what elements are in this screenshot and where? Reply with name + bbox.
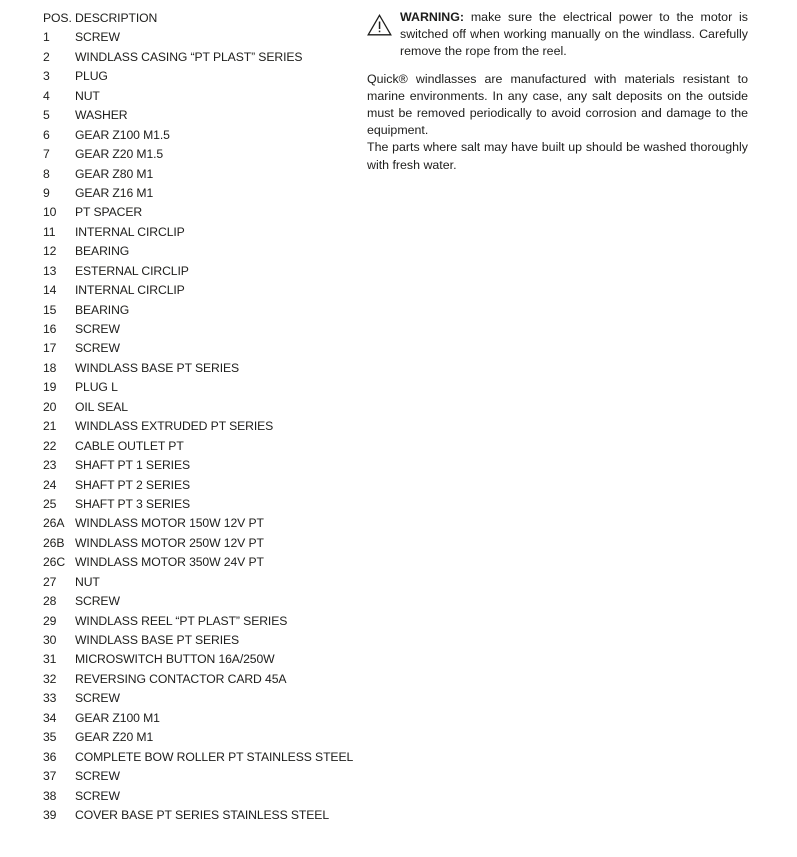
part-description: BEARING: [75, 302, 130, 317]
part-position: 26B: [43, 535, 65, 550]
part-position: 23: [43, 458, 57, 473]
part-description: WINDLASS MOTOR 350W 24V PT: [75, 555, 264, 570]
maintenance-paragraph-2: The parts where salt may have built up should be washed thoroughly with fresh water.: [367, 140, 748, 172]
table-row: [43, 631, 343, 650]
table-row: [43, 670, 343, 689]
warning-triangle-icon: [367, 14, 392, 36]
part-position: 26C: [43, 555, 66, 570]
parts-list-header: [43, 9, 343, 28]
part-description: SCREW: [75, 691, 120, 706]
part-description: COVER BASE PT SERIES STAINLESS STEEL: [75, 807, 330, 822]
part-position: 35: [43, 730, 57, 745]
part-description: WINDLASS BASE PT SERIES: [75, 633, 240, 647]
part-position: 10: [43, 205, 57, 220]
table-row: [43, 650, 343, 669]
part-position: 36: [43, 749, 57, 764]
table-row: [43, 67, 343, 86]
table-row: [43, 728, 343, 747]
part-position: 7: [43, 147, 50, 162]
table-row: [43, 767, 343, 786]
part-position: 16: [43, 322, 57, 336]
part-position: 20: [43, 399, 57, 414]
part-position: 39: [43, 807, 57, 822]
part-description: WINDLASS EXTRUDED PT SERIES: [75, 419, 274, 434]
part-description: GEAR Z20 M1.5: [75, 147, 164, 162]
part-description: OIL SEAL: [75, 399, 128, 414]
part-position: 31: [43, 652, 57, 667]
maintenance-paragraph-1: Quick® windlasses are manufactured with materials resistant to marine environments. In any case, any salt deposits on the outside must be removed periodically to avoid corrosion and damage to the equipment.: [367, 71, 748, 138]
maintenance-note: [367, 71, 748, 174]
part-position: 29: [43, 613, 57, 628]
part-position: 22: [43, 438, 57, 453]
table-row: [43, 87, 343, 106]
part-description: GEAR Z16 M1: [75, 185, 154, 200]
part-description: ESTERNAL CIRCLIP: [75, 263, 189, 278]
part-position: 17: [43, 341, 57, 356]
part-description: GEAR Z20 M1: [75, 730, 154, 745]
part-description: PT SPACER: [75, 205, 143, 220]
part-description: REVERSING CONTACTOR CARD 45A: [75, 671, 287, 686]
part-position: 18: [43, 360, 57, 375]
part-position: 1: [43, 30, 50, 45]
part-description: SCREW: [75, 594, 120, 609]
part-description: SCREW: [75, 769, 120, 784]
part-description: BEARING: [75, 244, 130, 259]
part-description: INTERNAL CIRCLIP: [75, 283, 185, 298]
parts-list-rows: [43, 28, 354, 825]
table-row: [43, 184, 343, 203]
table-row: [43, 301, 343, 320]
parts-list: [43, 9, 354, 825]
table-row: [43, 339, 343, 358]
part-description: SCREW: [75, 788, 120, 803]
table-row: [43, 417, 343, 436]
part-position: 13: [43, 263, 57, 278]
table-row: [43, 709, 343, 728]
part-position: 4: [43, 88, 50, 103]
part-position: 21: [43, 419, 57, 434]
table-row: [43, 320, 343, 339]
part-position: 38: [43, 788, 57, 803]
part-description: WINDLASS MOTOR 150W 12V PT: [75, 516, 264, 531]
part-position: 5: [43, 108, 50, 123]
table-row: [43, 48, 343, 67]
part-position: 30: [43, 633, 57, 647]
pos-column-header: POS.: [43, 11, 72, 25]
part-position: 27: [43, 574, 57, 589]
part-position: 8: [43, 166, 50, 181]
table-row: [43, 359, 343, 378]
part-position: 3: [43, 69, 50, 84]
part-description: WASHER: [75, 108, 128, 123]
part-position: 28: [43, 594, 57, 609]
table-row: [43, 262, 343, 281]
part-description: SHAFT PT 2 SERIES: [75, 477, 191, 492]
table-row: [43, 553, 343, 572]
part-description: NUT: [75, 88, 100, 103]
part-description: WINDLASS CASING “PT PLAST” SERIES: [75, 49, 303, 64]
part-description: SHAFT PT 1 SERIES: [75, 458, 191, 473]
part-description: SHAFT PT 3 SERIES: [75, 496, 191, 511]
part-description: WINDLASS MOTOR 250W 12V PT: [75, 535, 264, 550]
part-position: 12: [43, 244, 57, 259]
table-row: [43, 514, 343, 533]
table-row: [43, 573, 343, 592]
part-description: GEAR Z80 M1: [75, 166, 154, 181]
part-description: SCREW: [75, 322, 120, 336]
table-row: [43, 495, 343, 514]
part-description: NUT: [75, 574, 100, 589]
part-position: 26A: [43, 516, 65, 531]
part-description: INTERNAL CIRCLIP: [75, 224, 185, 239]
table-row: [43, 28, 343, 47]
part-description: PLUG: [75, 69, 108, 84]
table-row: [43, 165, 343, 184]
part-description: GEAR Z100 M1: [75, 710, 160, 725]
part-position: 15: [43, 302, 57, 317]
part-position: 24: [43, 477, 57, 492]
table-row: [43, 203, 343, 222]
table-row: [43, 281, 343, 300]
part-position: 25: [43, 496, 57, 511]
table-row: [43, 689, 343, 708]
part-description: SCREW: [75, 30, 120, 45]
table-row: [43, 223, 343, 242]
table-row: [43, 456, 343, 475]
table-row: [43, 126, 343, 145]
warning-text: make sure the electrical power to the motor is switched off when working manually on the windlass. Carefully remove the rope from the reel.: [400, 10, 748, 59]
part-position: 11: [43, 224, 56, 239]
part-position: 32: [43, 671, 57, 686]
part-position: 37: [43, 769, 57, 784]
table-row: [43, 106, 343, 125]
part-description: PLUG L: [75, 380, 118, 395]
table-row: [43, 437, 343, 456]
part-position: 19: [43, 380, 57, 395]
warning-note: [367, 9, 748, 61]
table-row: [43, 476, 343, 495]
part-description: GEAR Z100 M1.5: [75, 127, 170, 142]
notes-column: [367, 9, 748, 174]
table-row: [43, 592, 343, 611]
part-description: WINDLASS REEL “PT PLAST” SERIES: [75, 613, 288, 628]
part-description: MICROSWITCH BUTTON 16A/250W: [75, 652, 275, 667]
part-position: 34: [43, 710, 57, 725]
table-row: [43, 806, 343, 825]
part-position: 6: [43, 127, 50, 142]
part-position: 14: [43, 283, 57, 298]
part-position: 2: [43, 49, 50, 64]
part-description: COMPLETE BOW ROLLER PT STAINLESS STEEL: [75, 749, 354, 764]
table-row: [43, 534, 343, 553]
warning-label: WARNING:: [400, 10, 465, 24]
part-position: 33: [43, 691, 57, 706]
table-row: [43, 378, 343, 397]
table-row: [43, 398, 343, 417]
part-description: WINDLASS BASE PT SERIES: [75, 360, 240, 375]
table-row: [43, 748, 354, 767]
table-row: [43, 242, 343, 261]
table-row: [43, 612, 343, 631]
part-description: CABLE OUTLET PT: [75, 438, 184, 453]
table-row: [43, 145, 343, 164]
part-position: 9: [43, 185, 50, 200]
table-row: [43, 787, 343, 806]
description-column-header: DESCRIPTION: [75, 11, 158, 25]
part-description: SCREW: [75, 341, 120, 356]
